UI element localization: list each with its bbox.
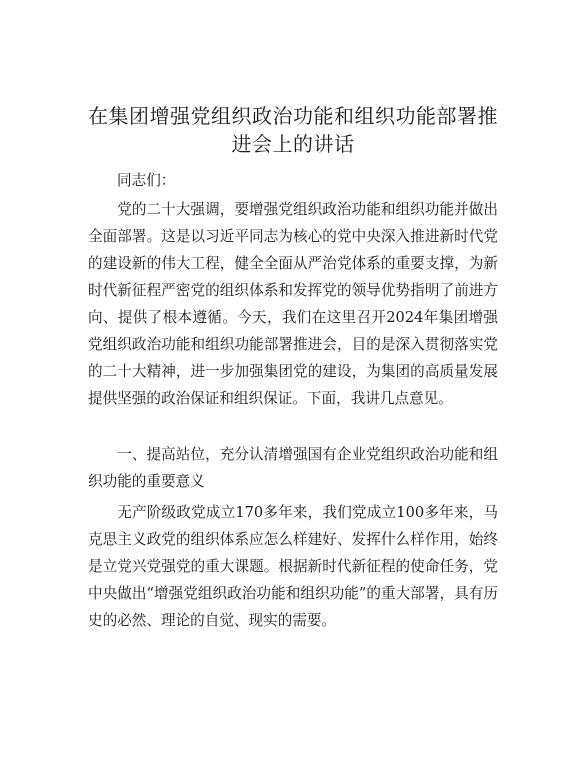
salutation: 同志们： [117, 172, 176, 189]
section-heading-1: 一、提高站位，充分认清增强国有企业党组织政治功能和组织功能的重要意义 [88, 446, 498, 490]
document-title [60, 102, 526, 158]
title-line-1: 在集团增强党组织政治功能和组织功能部署推 [88, 104, 498, 128]
title-line-2: 进会上的讲话 [231, 132, 355, 156]
section-1-paragraph: 无产阶级政党成立170多年来，我们党成立100多年来，马克思主义政党的组织体系应怎么样建好、发挥什么样作用，始终是立党兴党强党的重大课题。根据新时代新征程的使命任务，党中央做出“增强党组织政治功能和组织功能”的重大部署，具有历史的必然、理论的自觉、现实的需要。 [88, 504, 498, 629]
opening-paragraph: 党的二十大强调，要增强党组织政治功能和组织功能并做出全面部署。这是以习近平同志为核心的党中央深入推进新时代党的建设新的伟大工程，健全全面从严治党体系的重要支撑，为新时代新征程严密党的组织体系和发挥党的领导优势指明了前进方向、提供了根本遵循。今天，我们在这里召开2024年集团增强党组织政治功能和组织功能部署推进会，目的是深入贯彻落实党的二十大精神，进一步加强集团党的建设，为集团的高质量发展提供坚强的政治保证和组织保证。下面，我讲几点意见。 [88, 201, 498, 407]
